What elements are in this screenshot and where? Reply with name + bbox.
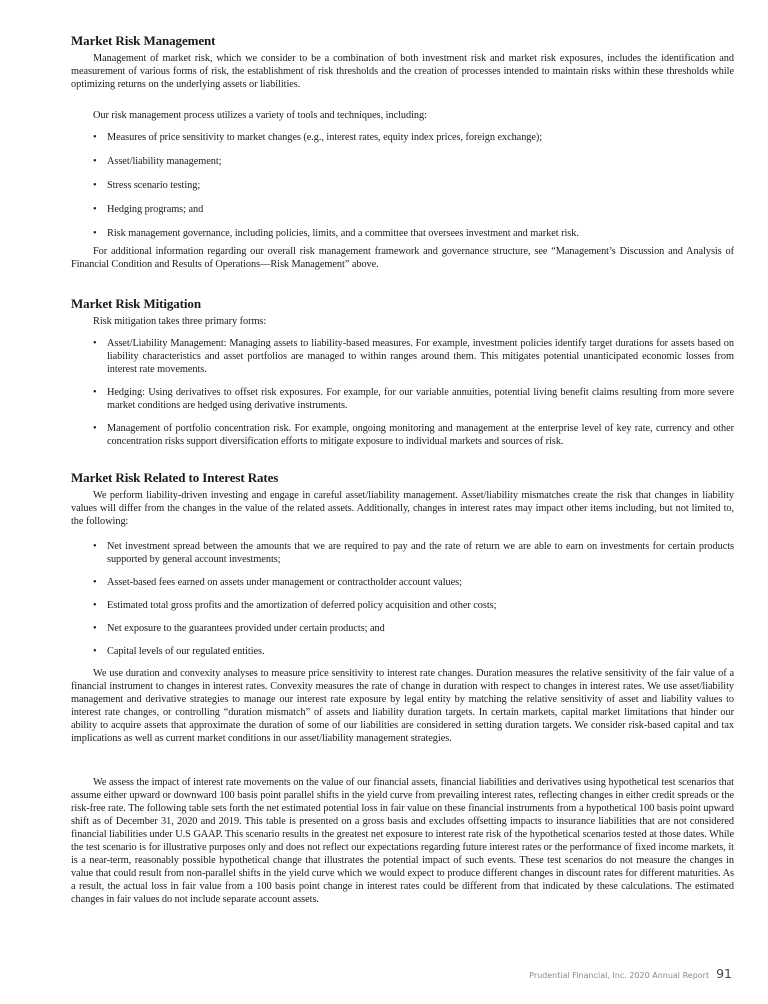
list-item: • Measures of price sensitivity to market changes (e.g., interest rates, equity index prices, foreign exchange);	[93, 132, 543, 143]
mitigation-bullet-list	[71, 337, 734, 448]
mrm-paragraph-1: Management of market risk, which we consider to be a combination of both investment risk and market risk exposures, includes the identification and measurement of various forms of risk, the establishment of risk thresholds and the creation of processes intended to maintain risks within these thresholds while optimizing returns on the underlying assets or liabilities.	[71, 53, 734, 90]
page-number: 91	[716, 966, 732, 981]
heading-market-risk-mitigation: Market Risk Mitigation	[71, 296, 201, 311]
list-item: • Net investment spread between the amounts that we are required to pay and the rate of return we are able to earn on investments for certain products supported by general account investments;	[93, 541, 734, 565]
page-footer	[529, 966, 732, 981]
mrm-bullet-list	[71, 131, 734, 240]
bullet-icon: •	[93, 180, 97, 191]
heading-market-risk-interest-rates: Market Risk Related to Interest Rates	[71, 470, 279, 485]
bullet-icon: •	[93, 646, 97, 657]
list-item: • Stress scenario testing;	[93, 180, 201, 191]
interest-paragraph-2: We use duration and convexity analyses to measure price sensitivity to interest rate changes. Duration measures the relative sensitivity of the fair value of a financial instrument to changes in interest rates. Convexity measures the rate of change in duration with respect to changes in interest rates. We use asset/liability management and derivative strategies to manage our interest rate exposure by legal entity by matching the relative sensitivity of asset and liability values to interest rate changes, or controlling “duration mismatch” of assets and liability duration targets. In certain markets, capital market limitations that hinder our ability to acquire assets that approximate the duration of some of our liabilities are considered in setting duration targets. We consider risk-based capital and tax implications as well as current market conditions in our asset/liability management strategies.	[71, 668, 734, 744]
list-item: • Asset/Liability Management: Managing assets to liability-based measures. For example, investment policies identify target durations for assets based on liability characteristics and asset portfolios are managed to within ranges around them. This mitigates potential unanticipated economic losses from interest rate movements.	[93, 338, 734, 375]
heading-market-risk-management: Market Risk Management	[71, 33, 216, 48]
bullet-icon: •	[93, 156, 97, 167]
list-item: • Net exposure to the guarantees provided under certain products; and	[93, 623, 385, 634]
list-item: • Risk management governance, including policies, limits, and a committee that oversees investment and market risk.	[93, 228, 579, 239]
footer-report-title: Prudential Financial, Inc. 2020 Annual Report	[529, 971, 710, 980]
bullet-icon: •	[93, 228, 97, 239]
interest-paragraph-3: We assess the impact of interest rate movements on the value of our financial assets, financial liabilities and derivatives using hypothetical test scenarios that assume either upward or downward 100 basis point parallel shifts in the yield curve from prevailing interest rates, reflecting changes in either credit spreads or the risk-free rate. The following table sets forth the net estimated potential loss in fair value on these financial instruments from a hypothetical 100 basis point upward shift as of December 31, 2020 and 2019. This table is presented on a gross basis and excludes offsetting impacts to insurance liabilities that are not considered financial liabilities under U.S GAAP. This scenario results in the greatest net exposure to interest rate risk of the hypothetical scenarios tested at those dates. While the test scenario is for illustrative purposes only and does not reflect our expectations regarding future interest rates or the performance of fixed income markets, it is a near-term, reasonably possible hypothetical change that illustrates the potential impact of such events. These test scenarios do not measure the changes in value that could result from non-parallel shifts in the yield curve which we would expect to produce different changes in discount rates for different maturities. As a result, the actual loss in fair value from a 100 basis point change in interest rates could be different from that indicated by these calculations. The estimated changes in fair values do not include separate account assets.	[71, 777, 734, 905]
list-item: • Hedging: Using derivatives to offset risk exposures. For example, for our variable annuities, potential living benefit claims resulting from more severe market conditions are hedged using derivative instruments.	[93, 387, 734, 411]
bullet-icon: •	[93, 600, 97, 611]
bullet-icon: •	[93, 577, 97, 588]
bullet-icon: •	[93, 623, 97, 634]
list-item: • Estimated total gross profits and the amortization of deferred policy acquisition and other costs;	[93, 600, 497, 611]
bullet-icon: •	[93, 204, 97, 215]
bullet-icon: •	[93, 387, 97, 398]
bullet-icon: •	[93, 541, 97, 552]
mrm-paragraph-3: For additional information regarding our overall risk management framework and governance structure, see “Management’s Discussion and Analysis of Financial Condition and Results of Operations—Risk Management” above.	[71, 246, 734, 270]
bullet-icon: •	[93, 423, 97, 434]
list-item: • Management of portfolio concentration risk. For example, ongoing monitoring and management at the enterprise level of key rate, currency and other concentration risks support diversification efforts to mitigate exposure to individual markets and sources of risk.	[93, 423, 734, 447]
list-item: • Asset-based fees earned on assets under management or contractholder account values;	[93, 577, 462, 588]
mitigation-intro: Risk mitigation takes three primary forms:	[93, 316, 267, 327]
interest-bullet-list	[71, 540, 734, 658]
list-item: • Asset/liability management;	[93, 156, 222, 167]
list-item: • Capital levels of our regulated entities.	[93, 646, 265, 657]
list-item: • Hedging programs; and	[93, 204, 204, 215]
bullet-icon: •	[93, 338, 97, 349]
interest-paragraph-1: We perform liability-driven investing and engage in careful asset/liability management. Asset/liability mismatches create the risk that changes in liability values will differ from the changes in the value of the related assets. Additionally, changes in interest rates may impact other items including, but not limited to, the following:	[71, 490, 734, 527]
mrm-paragraph-2: Our risk management process utilizes a variety of tools and techniques, including:	[93, 110, 427, 121]
bullet-icon: •	[93, 132, 97, 143]
